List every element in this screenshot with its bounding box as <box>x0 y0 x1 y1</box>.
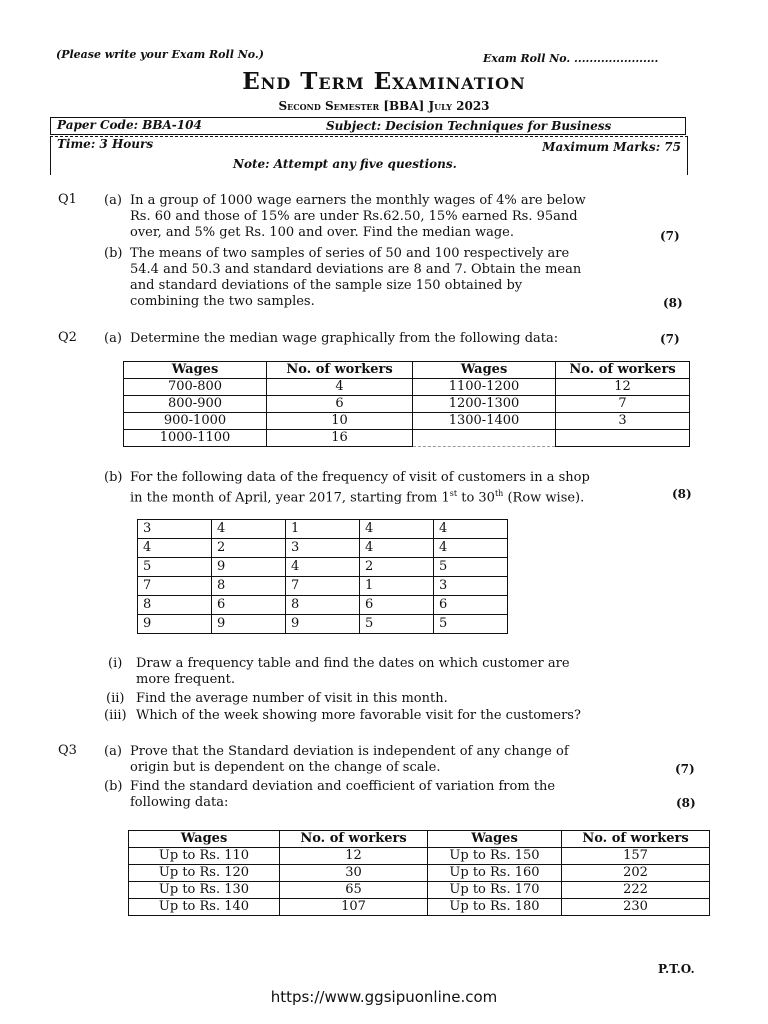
table-cell: 1 <box>360 577 434 596</box>
roll-instruction: (Please write your Exam Roll No.) <box>56 48 264 61</box>
table-cell: 202 <box>562 865 710 882</box>
q1b-line: The means of two samples of series of 50 and 100 respectively are <box>130 246 570 261</box>
table-cell: 8 <box>138 596 212 615</box>
table-header: No. of workers <box>267 362 413 379</box>
max-marks: Maximum Marks: 75 <box>542 140 681 154</box>
table-cell: 16 <box>267 430 413 447</box>
table-cell: Up to Rs. 160 <box>428 865 562 882</box>
q2b-label: (b) <box>104 470 123 485</box>
table-cell: 12 <box>556 379 690 396</box>
table-row <box>138 539 508 558</box>
q3b-line: following data: <box>130 795 229 810</box>
table-cell: 5 <box>434 558 508 577</box>
table-cell: Up to Rs. 140 <box>129 899 280 916</box>
table-cell: 800-900 <box>124 396 267 413</box>
q3b-marks: (8) <box>676 796 696 810</box>
table-cell: 3 <box>556 413 690 430</box>
q1-number: Q1 <box>58 192 77 207</box>
table-cell: 7 <box>556 396 690 413</box>
table-cell: 8 <box>212 577 286 596</box>
table-cell: 107 <box>280 899 428 916</box>
q1b-line: and standard deviations of the sample size 150 obtained by <box>130 278 523 293</box>
table-header: Wages <box>124 362 267 379</box>
table-cell: 1300-1400 <box>413 413 556 430</box>
table-cell: 4 <box>434 520 508 539</box>
q2-part-label: (i) <box>108 656 123 671</box>
table-cell <box>556 430 690 447</box>
table-cell: Up to Rs. 120 <box>129 865 280 882</box>
table-cell: 7 <box>286 577 360 596</box>
q2-part-text: Which of the week showing more favorable visit for the customers? <box>136 708 581 723</box>
table-cell: 230 <box>562 899 710 916</box>
q2-part-text <box>136 656 696 688</box>
table-cell: 5 <box>434 615 508 634</box>
table-cell: 4 <box>360 520 434 539</box>
table-cell: 3 <box>434 577 508 596</box>
q3a-marks: (7) <box>675 762 695 776</box>
paper-info-box <box>50 117 686 135</box>
table-cell: 2 <box>212 539 286 558</box>
q2a-label: (a) <box>104 331 122 346</box>
table-cell: 900-1000 <box>124 413 267 430</box>
q2b-text-part: in the month of April, year 2017, starting from 1 <box>130 490 450 506</box>
table-row <box>129 899 710 916</box>
visit-frequency-grid <box>137 519 508 634</box>
table-cell: 10 <box>267 413 413 430</box>
table-cell: 9 <box>138 615 212 634</box>
table-cell: 7 <box>138 577 212 596</box>
q2-part-text: Find the average number of visit in this month. <box>136 691 448 706</box>
q2-part-line: Draw a frequency table and find the dates on which customer are <box>136 656 570 671</box>
q2b-marks: (8) <box>672 487 692 501</box>
exam-title: End Term Examination <box>242 68 526 95</box>
q2b-text-part: to 30 <box>457 490 495 506</box>
table-cell: 30 <box>280 865 428 882</box>
table-header-row <box>129 831 710 848</box>
table-cell: 4 <box>138 539 212 558</box>
exam-subtitle: Second Semester [BBA] July 2023 <box>278 99 490 113</box>
q2-part-line: more frequent. <box>136 672 236 687</box>
table-row <box>138 615 508 634</box>
q2b-text-part: (Row wise). <box>503 490 585 506</box>
note: Note: Attempt any five questions. <box>233 157 457 171</box>
table-header: Wages <box>129 831 280 848</box>
q2b-sup: th <box>494 489 504 498</box>
table-cell: Up to Rs. 130 <box>129 882 280 899</box>
table-header: No. of workers <box>556 362 690 379</box>
table-row <box>138 596 508 615</box>
table-cell: 12 <box>280 848 428 865</box>
q1a-line: In a group of 1000 wage earners the monthly wages of 4% are below <box>130 193 586 208</box>
table-cell: 4 <box>286 558 360 577</box>
table-cell: 4 <box>434 539 508 558</box>
table-header: No. of workers <box>562 831 710 848</box>
q3b-label: (b) <box>104 779 123 794</box>
table-cell: 6 <box>267 396 413 413</box>
q1b-label: (b) <box>104 246 123 261</box>
q1a-text <box>130 193 683 241</box>
q3a-label: (a) <box>104 744 122 759</box>
table-cell: Up to Rs. 170 <box>428 882 562 899</box>
table-cell: 3 <box>286 539 360 558</box>
table-header-row <box>124 362 690 379</box>
table-row <box>129 882 710 899</box>
table-cell: Up to Rs. 150 <box>428 848 562 865</box>
q1b-line: 54.4 and 50.3 and standard deviations are 8 and 7. Obtain the mean <box>130 262 582 277</box>
table-cell: 8 <box>286 596 360 615</box>
table-cell: 3 <box>138 520 212 539</box>
table-cell: Up to Rs. 180 <box>428 899 562 916</box>
pto-label: P.T.O. <box>658 962 695 976</box>
q3a-line: Prove that the Standard deviation is independent of any change of <box>130 744 569 759</box>
q1a-label: (a) <box>104 193 122 208</box>
table-row <box>129 848 710 865</box>
q2-part-label: (ii) <box>106 691 125 706</box>
table-row <box>129 865 710 882</box>
table-header: Wages <box>428 831 562 848</box>
table-row <box>124 396 690 413</box>
table-cell: 65 <box>280 882 428 899</box>
table-cell <box>413 430 556 447</box>
table-cell: 5 <box>360 615 434 634</box>
q2a-text: Determine the median wage graphically from the following data: <box>130 331 559 346</box>
table-cell: Up to Rs. 110 <box>129 848 280 865</box>
q2-part-label: (iii) <box>104 708 127 723</box>
table-cell: 9 <box>212 558 286 577</box>
q1b-marks: (8) <box>663 296 683 310</box>
table-row <box>138 577 508 596</box>
table-cell: 2 <box>360 558 434 577</box>
q2b-sup: st <box>449 489 458 498</box>
q1b-line: combining the two samples. <box>130 294 315 309</box>
table-cell: 4 <box>212 520 286 539</box>
q2-median-table <box>123 361 690 447</box>
q1b-text <box>130 246 683 310</box>
table-row <box>124 430 690 447</box>
table-cell: 700-800 <box>124 379 267 396</box>
table-row <box>124 379 690 396</box>
q3b-line: Find the standard deviation and coefficient of variation from the <box>130 779 556 794</box>
q3-number: Q3 <box>58 743 77 758</box>
subject: Subject: Decision Techniques for Business <box>326 119 612 133</box>
table-row <box>138 520 508 539</box>
footer-url-link[interactable]: https://www.ggsipuonline.com <box>270 988 498 1006</box>
table-cell: 6 <box>212 596 286 615</box>
table-cell: 1200-1300 <box>413 396 556 413</box>
table-header: No. of workers <box>280 831 428 848</box>
table-cell: 5 <box>138 558 212 577</box>
table-cell: 1 <box>286 520 360 539</box>
paper-code: Paper Code: BBA-104 <box>57 118 202 132</box>
q3-sd-table <box>128 830 710 916</box>
table-header: Wages <box>413 362 556 379</box>
time-marks-box <box>50 136 688 175</box>
q1a-marks: (7) <box>660 229 680 243</box>
table-cell: 9 <box>286 615 360 634</box>
q3b-text <box>130 779 698 811</box>
q2b-text <box>130 470 690 506</box>
q3a-line: origin but is dependent on the change of scale. <box>130 760 441 775</box>
table-cell: 1100-1200 <box>413 379 556 396</box>
table-row <box>138 558 508 577</box>
q2b-line <box>130 486 690 506</box>
q2a-marks: (7) <box>660 332 680 346</box>
table-cell: 1000-1100 <box>124 430 267 447</box>
roll-label: Exam Roll No. ...................... <box>483 52 659 65</box>
table-cell: 4 <box>267 379 413 396</box>
table-cell: 6 <box>360 596 434 615</box>
q1a-line: Rs. 60 and those of 15% are under Rs.62.50, 15% earned Rs. 95and <box>130 209 578 224</box>
q2-number: Q2 <box>58 330 77 345</box>
q1a-line: over, and 5% get Rs. 100 and over. Find the median wage. <box>130 225 514 240</box>
table-cell: 6 <box>434 596 508 615</box>
q2b-line: For the following data of the frequency of visit of customers in a shop <box>130 470 590 485</box>
table-cell: 9 <box>212 615 286 634</box>
table-row <box>124 413 690 430</box>
table-cell: 157 <box>562 848 710 865</box>
table-cell: 222 <box>562 882 710 899</box>
q3a-text <box>130 744 698 776</box>
table-cell: 4 <box>360 539 434 558</box>
time-allowed: Time: 3 Hours <box>57 137 154 151</box>
